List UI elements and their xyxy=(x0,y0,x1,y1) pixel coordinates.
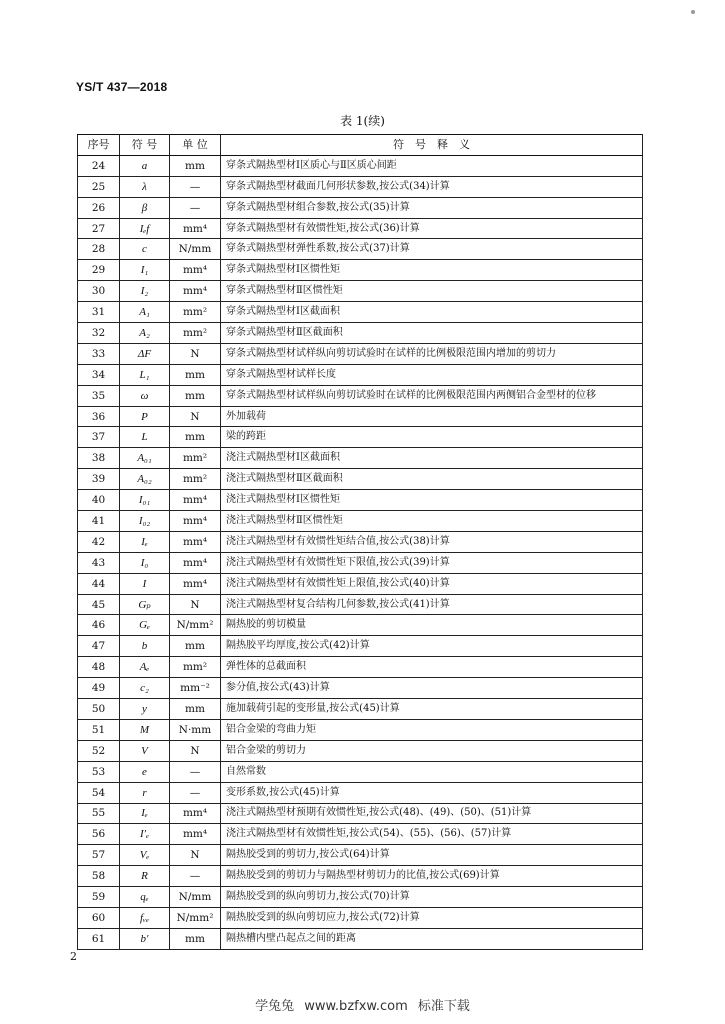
row-unit: N·mm xyxy=(170,719,221,740)
row-unit: mm xyxy=(170,427,221,448)
row-symbol: A₀₂ xyxy=(120,469,170,490)
row-symbol: qₑ xyxy=(120,887,170,908)
row-description: 穿条式隔热型材试样纵向剪切试验时在试样的比例极限范围内两侧铝合金型材的位移 xyxy=(221,385,643,406)
row-number: 55 xyxy=(78,803,120,824)
row-symbol: I₀₁ xyxy=(120,490,170,511)
row-unit: mm xyxy=(170,364,221,385)
row-symbol: Gₑ xyxy=(120,615,170,636)
table-row xyxy=(78,343,643,364)
row-number: 42 xyxy=(78,531,120,552)
row-unit: mm xyxy=(170,385,221,406)
row-symbol: b′ xyxy=(120,928,170,949)
table-row xyxy=(78,239,643,260)
row-unit: mm⁴ xyxy=(170,573,221,594)
table-row xyxy=(78,260,643,281)
row-symbol: Iₑf xyxy=(120,218,170,239)
row-description: 隔热胶受到的纵向剪切力,按公式(70)计算 xyxy=(221,887,643,908)
row-symbol: e xyxy=(120,761,170,782)
table-row xyxy=(78,406,643,427)
row-symbol: P xyxy=(120,406,170,427)
row-symbol: c₂ xyxy=(120,678,170,699)
row-number: 46 xyxy=(78,615,120,636)
row-unit: mm⁴ xyxy=(170,218,221,239)
row-description: 浇注式隔热型材有效惯性矩下限值,按公式(39)计算 xyxy=(221,552,643,573)
table-body xyxy=(78,155,643,949)
row-number: 39 xyxy=(78,469,120,490)
row-unit: N/mm² xyxy=(170,907,221,928)
row-symbol: R xyxy=(120,866,170,887)
row-description: 穿条式隔热型材Ⅰ区截面积 xyxy=(221,302,643,323)
row-unit: mm⁴ xyxy=(170,531,221,552)
row-description: 浇注式隔热型材Ⅱ区惯性矩 xyxy=(221,511,643,532)
row-description: 穿条式隔热型材试样长度 xyxy=(221,364,643,385)
row-number: 31 xyxy=(78,302,120,323)
row-description: 浇注式隔热型材Ⅱ区截面积 xyxy=(221,469,643,490)
row-unit: mm⁴ xyxy=(170,260,221,281)
row-symbol: A₂ xyxy=(120,323,170,344)
table-row xyxy=(78,824,643,845)
row-symbol: I₁ xyxy=(120,260,170,281)
row-description: 浇注式隔热型材预期有效惯性矩,按公式(48)、(49)、(50)、(51)计算 xyxy=(221,803,643,824)
row-description: 隔热胶受到的剪切力与隔热型材剪切力的比值,按公式(69)计算 xyxy=(221,866,643,887)
row-symbol: fᵥₑ xyxy=(120,907,170,928)
row-number: 33 xyxy=(78,343,120,364)
standard-number: YS/T 437—2018 xyxy=(76,80,168,94)
row-number: 57 xyxy=(78,845,120,866)
table-row xyxy=(78,928,643,949)
row-unit: mm² xyxy=(170,448,221,469)
row-number: 54 xyxy=(78,782,120,803)
row-number: 52 xyxy=(78,740,120,761)
row-symbol: L xyxy=(120,427,170,448)
row-description: 参分值,按公式(43)计算 xyxy=(221,678,643,699)
table-row xyxy=(78,531,643,552)
row-symbol: λ xyxy=(120,176,170,197)
row-description: 自然常数 xyxy=(221,761,643,782)
footer-watermark: 学兔兔 www.bzfxw.com 标准下载 xyxy=(255,999,470,1014)
row-symbol: I′ₑ xyxy=(120,824,170,845)
table-row xyxy=(78,887,643,908)
table-row xyxy=(78,615,643,636)
row-unit: N xyxy=(170,343,221,364)
row-symbol: c xyxy=(120,239,170,260)
table-row xyxy=(78,469,643,490)
row-number: 51 xyxy=(78,719,120,740)
row-unit: N xyxy=(170,594,221,615)
row-description: 施加载荷引起的变形量,按公式(45)计算 xyxy=(221,699,643,720)
page-number: 2 xyxy=(70,950,77,963)
row-unit: mm⁴ xyxy=(170,552,221,573)
row-number: 28 xyxy=(78,239,120,260)
row-unit: mm⁴ xyxy=(170,490,221,511)
row-number: 45 xyxy=(78,594,120,615)
table-row xyxy=(78,511,643,532)
row-unit: N/mm xyxy=(170,239,221,260)
row-number: 36 xyxy=(78,406,120,427)
row-unit: mm⁴ xyxy=(170,511,221,532)
table-row xyxy=(78,719,643,740)
row-unit: — xyxy=(170,176,221,197)
row-unit: mm² xyxy=(170,302,221,323)
row-description: 穿条式隔热型材Ⅰ区惯性矩 xyxy=(221,260,643,281)
row-unit: mm xyxy=(170,155,221,176)
row-description: 穿条式隔热型材Ⅱ区惯性矩 xyxy=(221,281,643,302)
table-row xyxy=(78,364,643,385)
row-symbol: V xyxy=(120,740,170,761)
table-row xyxy=(78,845,643,866)
row-description: 梁的跨距 xyxy=(221,427,643,448)
row-symbol: Vₑ xyxy=(120,845,170,866)
row-symbol: ω xyxy=(120,385,170,406)
symbol-table xyxy=(77,134,643,950)
row-symbol: I₂ xyxy=(120,281,170,302)
row-description: 外加载荷 xyxy=(221,406,643,427)
row-number: 29 xyxy=(78,260,120,281)
row-number: 25 xyxy=(78,176,120,197)
table-row xyxy=(78,176,643,197)
row-unit: mm⁴ xyxy=(170,824,221,845)
row-unit: N xyxy=(170,740,221,761)
table-row xyxy=(78,448,643,469)
row-description: 穿条式隔热型材弹性系数,按公式(37)计算 xyxy=(221,239,643,260)
row-symbol: y xyxy=(120,699,170,720)
row-description: 隔热胶平均厚度,按公式(42)计算 xyxy=(221,636,643,657)
row-unit: — xyxy=(170,782,221,803)
row-unit: N xyxy=(170,406,221,427)
row-description: 穿条式隔热型材Ⅱ区截面积 xyxy=(221,323,643,344)
table-row xyxy=(78,281,643,302)
row-unit: mm⁴ xyxy=(170,281,221,302)
row-description: 浇注式隔热型材Ⅰ区截面积 xyxy=(221,448,643,469)
row-description: 变形系数,按公式(45)计算 xyxy=(221,782,643,803)
table-row xyxy=(78,782,643,803)
row-number: 59 xyxy=(78,887,120,908)
row-number: 24 xyxy=(78,155,120,176)
row-number: 60 xyxy=(78,907,120,928)
row-symbol: b xyxy=(120,636,170,657)
row-symbol: ΔF xyxy=(120,343,170,364)
row-symbol: Gₚ xyxy=(120,594,170,615)
row-symbol: β xyxy=(120,197,170,218)
row-symbol: A₁ xyxy=(120,302,170,323)
row-description: 浇注式隔热型材Ⅰ区惯性矩 xyxy=(221,490,643,511)
row-description: 铝合金梁的弯曲力矩 xyxy=(221,719,643,740)
table-row xyxy=(78,385,643,406)
row-unit: N xyxy=(170,845,221,866)
row-unit: N/mm² xyxy=(170,615,221,636)
table-row xyxy=(78,302,643,323)
table-row xyxy=(78,699,643,720)
row-number: 37 xyxy=(78,427,120,448)
table-row xyxy=(78,866,643,887)
table-row xyxy=(78,803,643,824)
row-unit: — xyxy=(170,866,221,887)
row-description: 穿条式隔热型材Ⅰ区质心与Ⅱ区质心间距 xyxy=(221,155,643,176)
row-number: 32 xyxy=(78,323,120,344)
row-number: 35 xyxy=(78,385,120,406)
row-unit: — xyxy=(170,761,221,782)
row-description: 浇注式隔热型材有效惯性矩,按公式(54)、(55)、(56)、(57)计算 xyxy=(221,824,643,845)
table-row xyxy=(78,594,643,615)
row-description: 浇注式隔热型材复合结构几何参数,按公式(41)计算 xyxy=(221,594,643,615)
table-caption: 表 1(续) xyxy=(340,114,385,128)
row-number: 53 xyxy=(78,761,120,782)
row-symbol: r xyxy=(120,782,170,803)
row-symbol: L₁ xyxy=(120,364,170,385)
row-symbol: I xyxy=(120,573,170,594)
row-number: 49 xyxy=(78,678,120,699)
row-number: 58 xyxy=(78,866,120,887)
row-symbol: I₀₂ xyxy=(120,511,170,532)
table-header-row xyxy=(78,135,643,156)
col-header-symbol: 符 号 xyxy=(120,135,170,156)
row-number: 41 xyxy=(78,511,120,532)
row-symbol: Iₑ xyxy=(120,803,170,824)
row-description: 铝合金梁的剪切力 xyxy=(221,740,643,761)
col-header-unit: 单 位 xyxy=(170,135,221,156)
row-number: 50 xyxy=(78,699,120,720)
row-number: 47 xyxy=(78,636,120,657)
table-row xyxy=(78,490,643,511)
row-symbol: Iₑ xyxy=(120,531,170,552)
row-unit: mm⁴ xyxy=(170,803,221,824)
row-number: 30 xyxy=(78,281,120,302)
row-description: 隔热胶受到的纵向剪切应力,按公式(72)计算 xyxy=(221,907,643,928)
row-description: 隔热胶的剪切模量 xyxy=(221,615,643,636)
row-description: 穿条式隔热型材截面几何形状参数,按公式(34)计算 xyxy=(221,176,643,197)
row-description: 弹性体的总截面积 xyxy=(221,657,643,678)
row-symbol: I₀ xyxy=(120,552,170,573)
table-row xyxy=(78,740,643,761)
row-number: 27 xyxy=(78,218,120,239)
row-number: 44 xyxy=(78,573,120,594)
row-unit: mm² xyxy=(170,323,221,344)
row-description: 隔热槽内壁凸起点之间的距离 xyxy=(221,928,643,949)
row-description: 穿条式隔热型材组合参数,按公式(35)计算 xyxy=(221,197,643,218)
scan-mark xyxy=(691,10,695,14)
table-row xyxy=(78,155,643,176)
table-row xyxy=(78,218,643,239)
row-unit: — xyxy=(170,197,221,218)
table-row xyxy=(78,197,643,218)
table-row xyxy=(78,323,643,344)
row-number: 34 xyxy=(78,364,120,385)
table-row xyxy=(78,552,643,573)
row-number: 26 xyxy=(78,197,120,218)
row-symbol: Aₑ xyxy=(120,657,170,678)
row-description: 穿条式隔热型材有效惯性矩,按公式(36)计算 xyxy=(221,218,643,239)
table-row xyxy=(78,657,643,678)
table-row xyxy=(78,761,643,782)
table-row xyxy=(78,678,643,699)
row-unit: N/mm xyxy=(170,887,221,908)
row-symbol: A₀₁ xyxy=(120,448,170,469)
row-unit: mm² xyxy=(170,469,221,490)
table-row xyxy=(78,427,643,448)
col-header-description: 符 号 释 义 xyxy=(221,135,643,156)
row-symbol: a xyxy=(120,155,170,176)
row-unit: mm xyxy=(170,928,221,949)
row-symbol: M xyxy=(120,719,170,740)
table-row xyxy=(78,573,643,594)
row-number: 61 xyxy=(78,928,120,949)
row-description: 浇注式隔热型材有效惯性矩结合值,按公式(38)计算 xyxy=(221,531,643,552)
row-number: 40 xyxy=(78,490,120,511)
row-description: 浇注式隔热型材有效惯性矩上限值,按公式(40)计算 xyxy=(221,573,643,594)
row-number: 38 xyxy=(78,448,120,469)
row-number: 48 xyxy=(78,657,120,678)
col-header-no: 序号 xyxy=(78,135,120,156)
row-description: 隔热胶受到的剪切力,按公式(64)计算 xyxy=(221,845,643,866)
row-unit: mm² xyxy=(170,657,221,678)
row-unit: mm xyxy=(170,699,221,720)
row-number: 43 xyxy=(78,552,120,573)
row-number: 56 xyxy=(78,824,120,845)
row-unit: mm xyxy=(170,636,221,657)
row-description: 穿条式隔热型材试样纵向剪切试验时在试样的比例极限范围内增加的剪切力 xyxy=(221,343,643,364)
row-unit: mm⁻² xyxy=(170,678,221,699)
table-row xyxy=(78,907,643,928)
table-row xyxy=(78,636,643,657)
